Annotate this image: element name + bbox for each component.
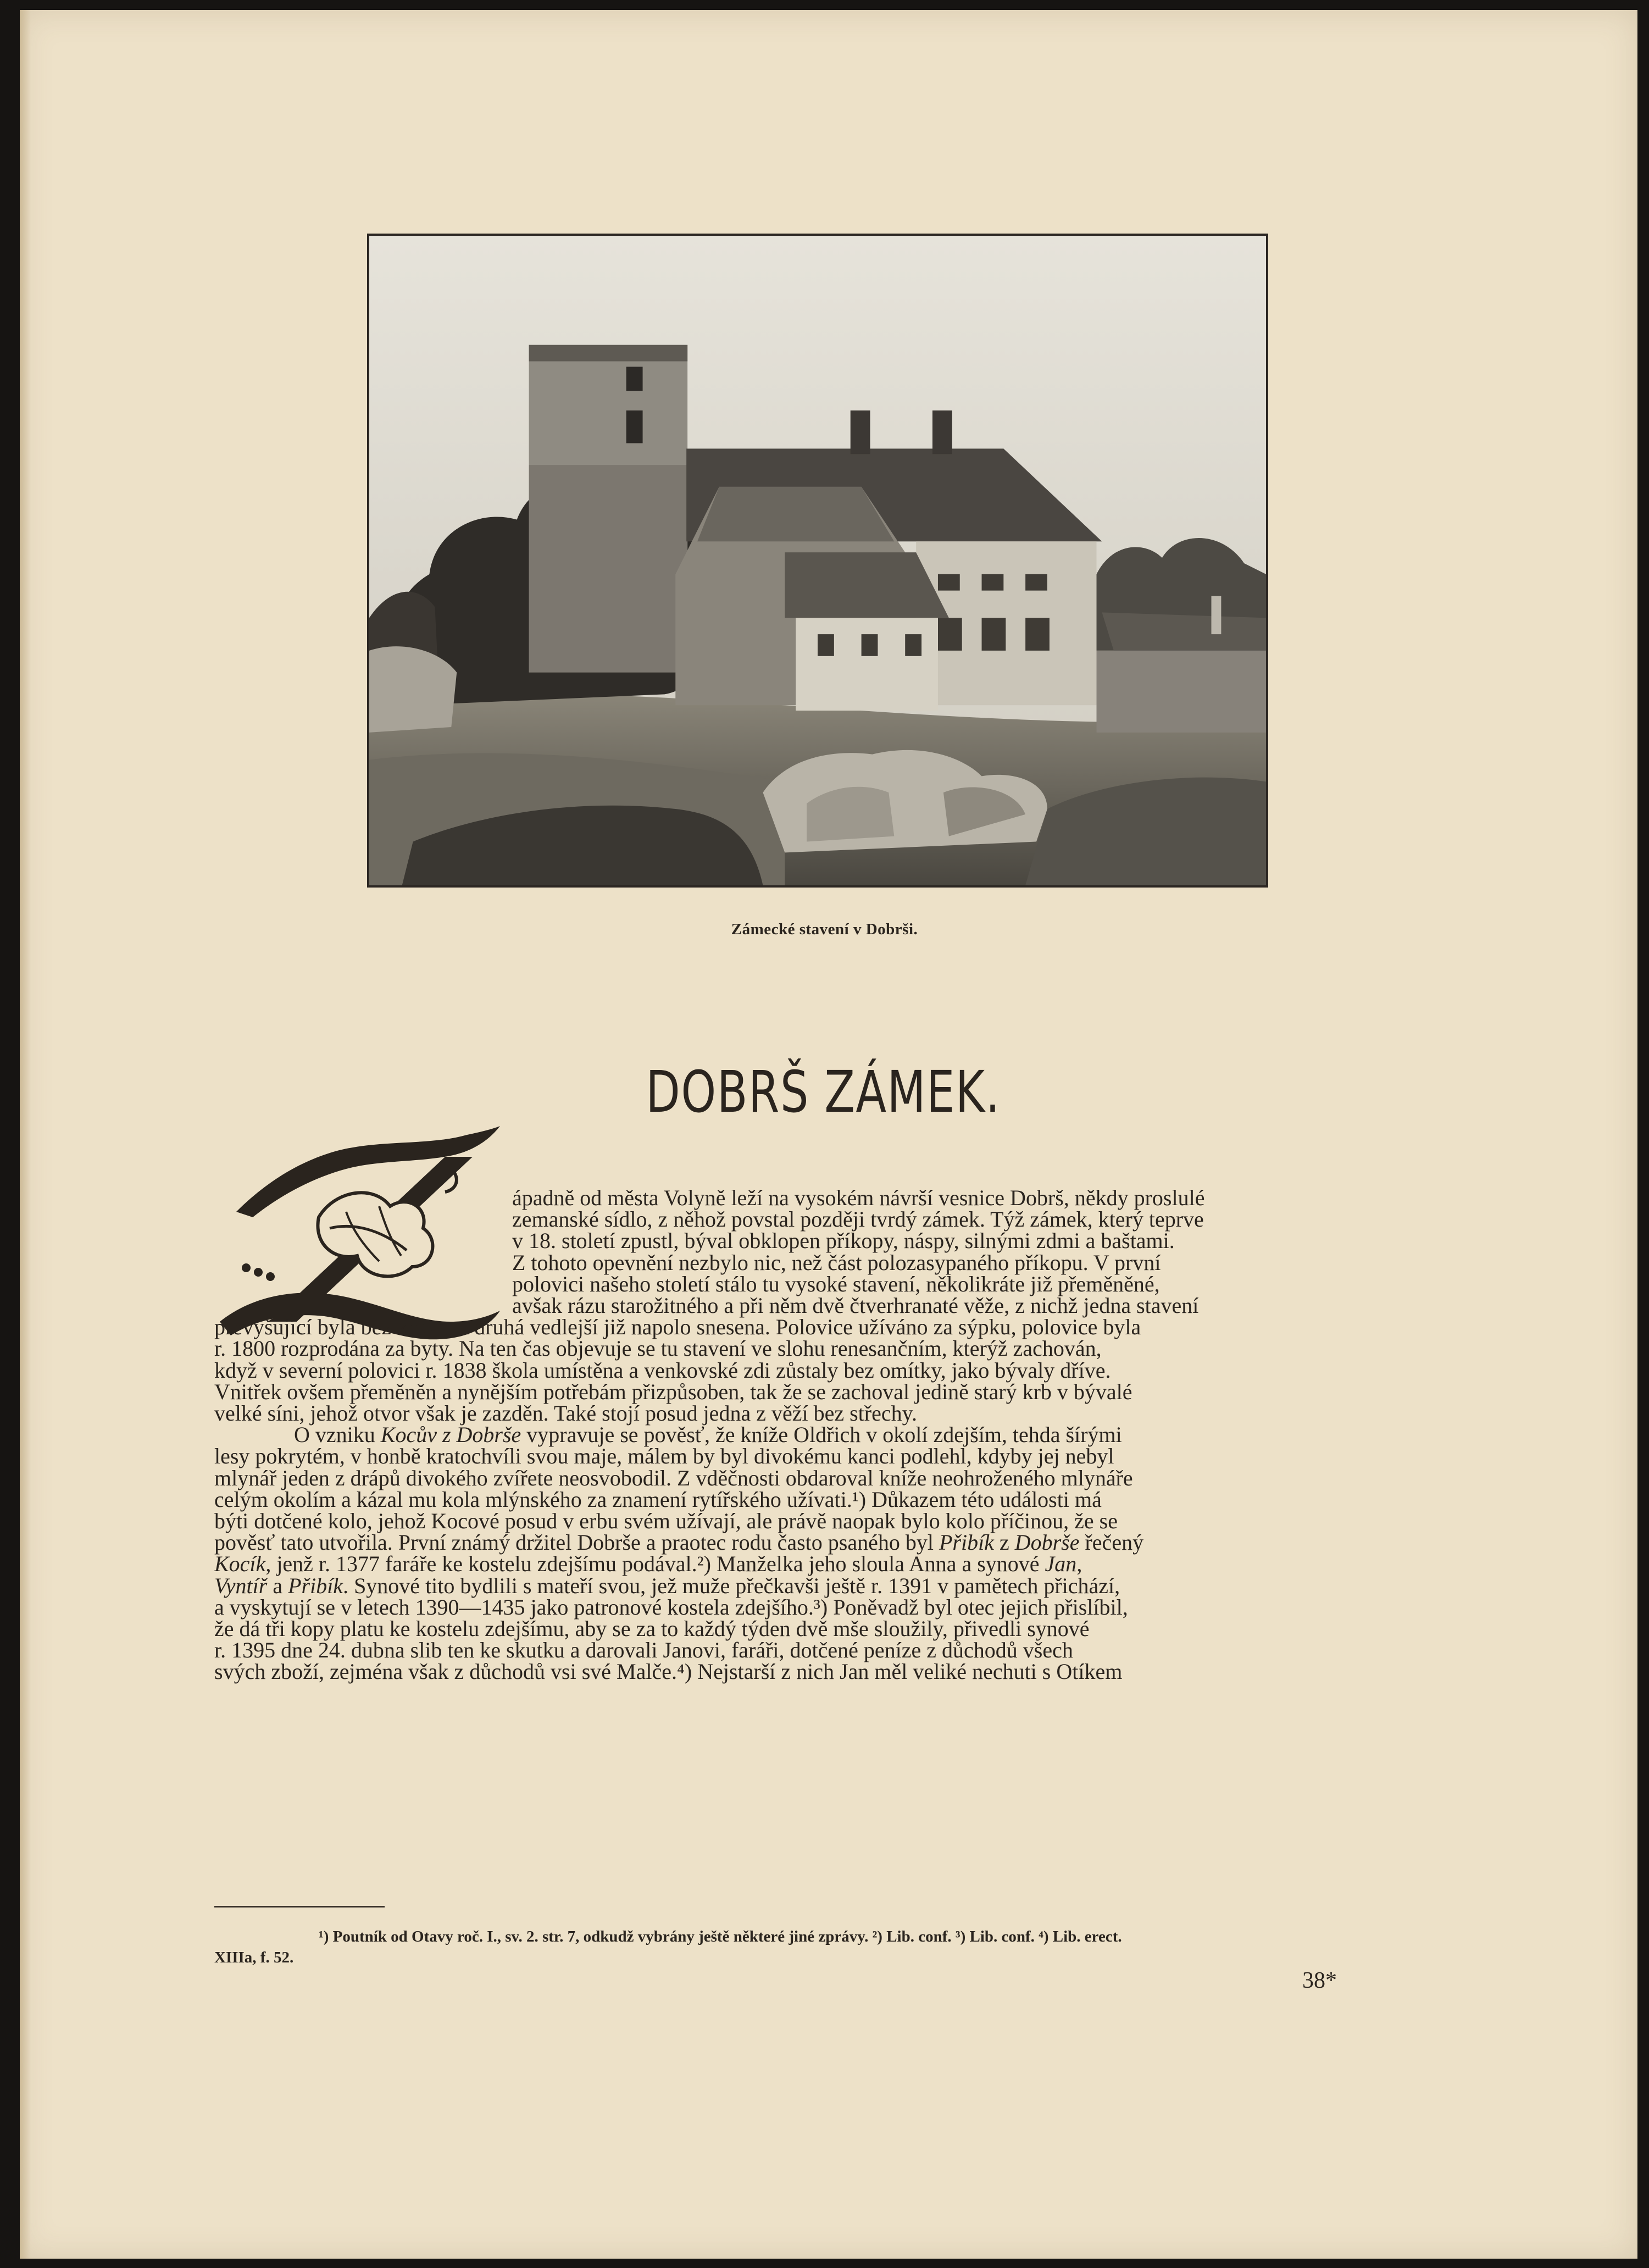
- text-line: Vyntíř a Přibík. Synové tito bydlili s mateří svou, jež muže přečkavši ještě r. 1391 v pamětech přichází,: [214, 1573, 1120, 1598]
- text-line: pověsť tato utvořila. První známý držitel Dobrše a praotec rodu často psaného byl Přibík z Dobrše řečený: [214, 1530, 1144, 1555]
- text-line: v 18. století zpustl, býval obklopen příkopy, náspy, silnými zdmi a baštami.: [512, 1228, 1175, 1254]
- page-edge-shadow: [20, 10, 31, 2259]
- chapter-title: DOBRŠ ZÁMEK.: [646, 1058, 1001, 1125]
- footnote-rule: [214, 1906, 385, 1907]
- text-line: r. 1395 dne 24. dubna slib ten ke skutku a darovali Janovi, faráři, dotčené peníze z důchodů všech: [214, 1638, 1073, 1663]
- footnote-line: XIIIa, f. 52.: [214, 1949, 294, 1966]
- text-line: Z tohoto opevnění nezbylo nic, než část polozasypaného příkopu. V první: [512, 1250, 1161, 1275]
- illustration-caption: Zámecké stavení v Dobrši.: [731, 920, 918, 938]
- text-line: avšak rázu starožitného a při něm dvě čtverhranaté věže, z nichž jedna stavení: [512, 1293, 1199, 1318]
- page-number: 38*: [1302, 1968, 1337, 1993]
- text-line: polovici našeho století stálo tu vysoké stavení, několikráte již přeměněné,: [512, 1271, 1160, 1296]
- text-line: a vyskytují se v letech 1390—1435 jako patronové kostela zdejšího.³) Poněvadž byl otec jejich přislíbil,: [214, 1594, 1128, 1620]
- text-line: r. 1800 rozprodána za byty. Na ten čas objevuje se tu stavení ve slohu renesančním, kterýž zachován,: [214, 1336, 1102, 1361]
- text-line: převyšující byla bez krovu, a druhá vedlejší již napolo snesena. Polovice užíváno za sýpku, polovice byla: [214, 1315, 1141, 1340]
- text-line: celým okolím a kázal mu kola mlýnského za znamení rytířského užívati.¹) Důkazem této události má: [214, 1487, 1102, 1512]
- text-line: svých zboží, zejména však z důchodů vsi své Malče.⁴) Nejstarší z nich Jan měl veliké nechuti s Otíkem: [214, 1659, 1123, 1684]
- text-line: mlynář jeden z drápů divokého zvířete neosvobodil. Z vděčnosti obdaroval kníže neohroženého mlynáře: [214, 1465, 1133, 1490]
- castle-illustration: [367, 234, 1268, 888]
- text-line: že dá tři kopy platu ke kostelu zdejšímu, aby se za to každý týden dvě mše sloužily, přivedli synové: [214, 1616, 1090, 1641]
- text-line: Vnitřek ovšem přeměněn a nynějším potřebám přizpůsoben, tak že se zachoval jedině starý krb v bývalé: [214, 1379, 1132, 1404]
- text-line: O vzniku Kocův z Dobrše vypravuje se pověsť, že kníže Oldřich v okolí zdejším, tehda šírými: [294, 1422, 1122, 1448]
- footnote-line: ¹) Poutník od Otavy roč. I., sv. 2. str. 7, odkudž vybrány ještě některé jiné zprávy. ²) Lib. conf. ³) Lib. conf. ⁴) Lib. erect.: [319, 1928, 1122, 1945]
- text-line: když v severní polovici r. 1838 škola umístěna a venkovské zdi zůstaly bez omítky, jako bývaly dříve.: [214, 1357, 1111, 1383]
- text-line: býti dotčené kolo, jehož Kocové posud v erbu svém užívají, ale právě naopak bylo kolo příčinou, že se: [214, 1509, 1118, 1533]
- text-line: lesy pokrytém, v honbě kratochvíli svou maje, málem by byl divokému kanci podlehl, kdyby jej nebyl: [214, 1444, 1114, 1469]
- text-line: ápadně od města Volyně leží na vysokém návrší vesnice Dobrš, někdy proslulé: [512, 1185, 1205, 1210]
- text-line: velké síni, jehož otvor však je zazděn. Také stojí posud jedna z věží bez střechy.: [214, 1401, 917, 1426]
- text-line: zemanské sídlo, z něhož povstal později tvrdý zámek. Týž zámek, který teprve: [512, 1207, 1204, 1232]
- text-line: Kocík, jenž r. 1377 faráře ke kostelu zdejšímu podával.²) Manželka jeho sloula Anna a synové Jan,: [214, 1551, 1082, 1577]
